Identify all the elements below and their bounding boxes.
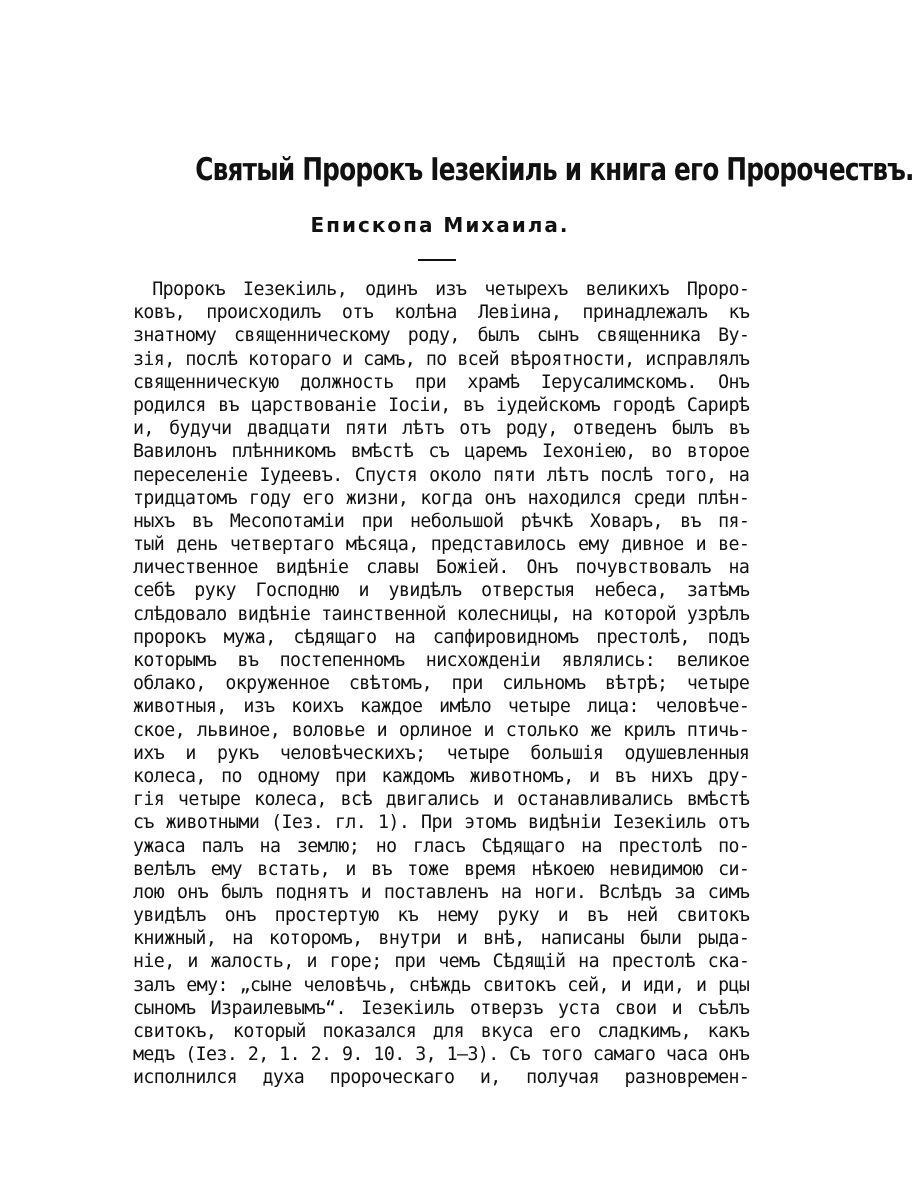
text-line: священническую должность при храмѣ Іерусалимскомъ. Онъ [133, 370, 750, 393]
text-line: слѣдовало видѣніе таинственной колесницы, на которой узрѣлъ [133, 602, 750, 625]
text-line: увидѣлъ онъ простертую къ нему руку и въ ней свитокъ [133, 904, 750, 927]
page-title: Святый Пророкъ Іезекіиль и книга его Пророчествъ. [195, 152, 914, 188]
text-line: ніе, и жалость, и горе; при чемъ Сѣдящій на престолѣ ска- [133, 950, 750, 973]
text-line: сыномъ Израилевымъ“. Іезекіиль отверзъ уста свои и съѣлъ [133, 996, 750, 1019]
text-line: зія, послѣ котораго и самъ, по всей вѣроятности, исправлялъ [133, 347, 750, 370]
text-line: Пророкъ Іезекіиль, одинъ изъ четырехъ великихъ Проро- [152, 278, 750, 300]
text-line: свитокъ, который показался для вкуса его сладкимъ, какъ [133, 1020, 750, 1042]
text-line: животныя, изъ коихъ каждое имѣло четыре лица: человѣче- [133, 695, 750, 718]
body-paragraph [133, 278, 749, 1090]
text-line: книжный, на которомъ, внутри и внѣ, написаны были рыда- [133, 927, 750, 950]
text-line: ковъ, происходилъ отъ колѣна Левіина, принадлежалъ къ [133, 301, 750, 324]
text-line: тридцатомъ году его жизни, когда онъ находился среди плѣн- [133, 486, 750, 509]
text-line: лою онъ былъ поднятъ и поставленъ на ноги. Вслѣдъ за симъ [133, 880, 750, 903]
text-line: которымъ въ постепенномъ нисхожденіи являлись: великое [133, 649, 750, 671]
author-line: Епископа Михаила. [310, 213, 570, 237]
text-line: пророкъ мужа, сѣдящаго на сапфировидномъ престолѣ, подъ [133, 625, 750, 648]
text-line: знатному священническому роду, былъ сынъ священника Ву- [133, 324, 750, 347]
text-line: тый день четвертаго мѣсяца, представилось ему дивное и ве- [133, 533, 750, 556]
text-line: облако, окруженное свѣтомъ, при сильномъ вѣтрѣ; четыре [133, 672, 750, 695]
text-line: гія четыре колеса, всѣ двигались и останавливались вмѣстѣ [133, 788, 750, 811]
title-divider [418, 259, 456, 261]
text-line: родился въ царствованіе Іосіи, въ іудейскомъ городѣ Сарирѣ [133, 393, 750, 416]
text-line: ихъ и рукъ человѣческихъ; четыре большія одушевленныя [133, 741, 750, 764]
text-line: Вавилонъ плѣнникомъ вмѣстѣ съ царемъ Іехоніею, во второе [133, 440, 750, 463]
text-line: личественное видѣніе славы Божіей. Онъ почувствовалъ на [133, 556, 750, 579]
text-line: и, будучи двадцати пяти лѣтъ отъ роду, отведенъ былъ въ [133, 417, 750, 440]
text-line: исполнился духа пророческаго и, получая разновремен- [133, 1066, 750, 1089]
text-line: колеса, по одному при каждомъ животномъ, и въ нихъ дру- [133, 764, 750, 787]
text-line: ныхъ въ Месопотаміи при небольшой рѣчкѣ Ховаръ, въ пя- [133, 509, 750, 532]
text-line: переселеніе Іудеевъ. Спустя около пяти лѣтъ послѣ того, на [133, 463, 750, 486]
text-line: залъ ему: „сыне человѣчь, снѣждь свитокъ сей, и иди, и рцы [133, 973, 750, 996]
text-line: ужаса палъ на землю; но гласъ Сѣдящаго на престолѣ по- [133, 834, 750, 857]
text-line: медъ (Іез. 2, 1. 2. 9. 10. 3, 1—3). Съ того самаго часа онъ [133, 1043, 750, 1066]
text-line: велѣлъ ему встать, и въ тоже время нѣкоею невидимою си- [133, 857, 750, 880]
text-line: съ животными (Іез. гл. 1). При этомъ видѣніи Іезекіиль отъ [133, 811, 750, 834]
text-line: себѣ руку Господню и увидѣлъ отверстыя небеса, затѣмъ [133, 579, 750, 602]
text-line: ское, львиное, воловье и орлиное и столько же крилъ птичь- [133, 718, 750, 741]
